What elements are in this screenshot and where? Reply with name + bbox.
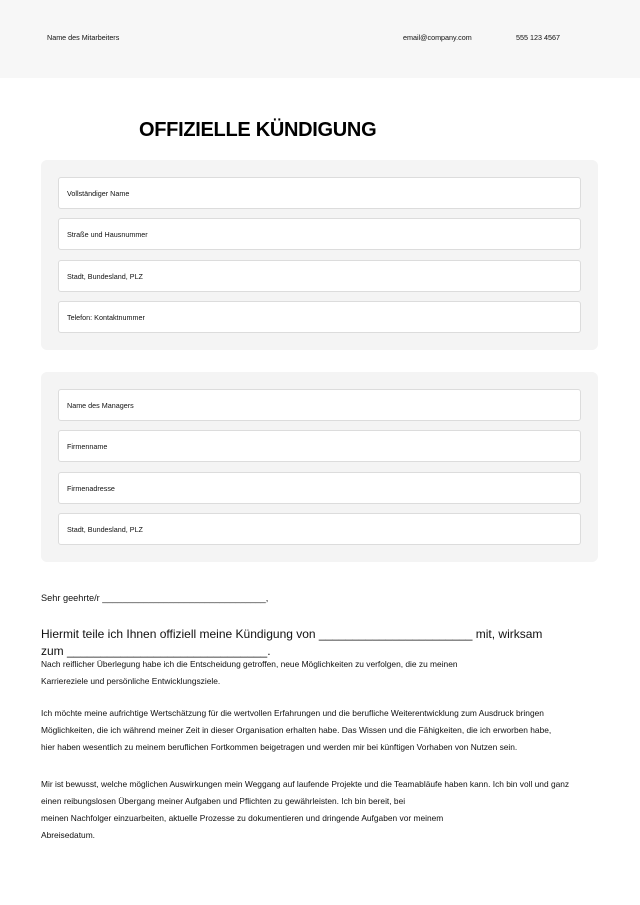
sender-address-panel	[41, 160, 598, 350]
field-label: Stadt, Bundesland, PLZ	[67, 525, 143, 534]
sender-street-field[interactable]	[58, 218, 581, 250]
employee-phone: 555 123 4567	[516, 33, 560, 42]
company-address-field[interactable]	[58, 472, 581, 504]
paragraph-line: meinen Nachfolger einzuarbeiten, aktuelle Prozesse zu dokumentieren und dringende Aufgaben vor meinem	[41, 813, 444, 823]
employee-email: email@company.com	[403, 33, 472, 42]
sender-city-field[interactable]	[58, 260, 581, 292]
letter-lead-sentence: Hiermit teile ich Ihnen offiziell meine Kündigung von _______________________ mit, wirksam zum ______________________________.	[41, 627, 543, 658]
paragraph-line: Mir ist bewusst, welche möglichen Auswirkungen mein Weggang auf laufende Projekte und die Teamabläufe haben kann. Ich bin voll und ganz	[41, 779, 570, 789]
letter-greeting: Sehr geehrte/r ________________________________,	[41, 593, 269, 603]
paragraph-line: Ich möchte meine aufrichtige Wertschätzung für die wertvollen Erfahrungen und die berufliche Weiterentwicklung zum Ausdruck bringen	[41, 708, 544, 718]
field-label: Telefon: Kontaktnummer	[67, 313, 145, 322]
recipient-address-panel	[41, 372, 598, 562]
employee-name: Name des Mitarbeiters	[47, 33, 120, 42]
company-city-field[interactable]	[58, 513, 581, 545]
paragraph-line: Abreisedatum.	[41, 830, 95, 840]
field-label: Firmenadresse	[67, 484, 115, 493]
paragraph-line: Karriereziele und persönliche Entwicklungsziele.	[41, 676, 221, 686]
company-name-field[interactable]	[58, 430, 581, 462]
paragraph-line: einen reibungslosen Übergang meiner Aufgaben und Pflichten zu gewährleisten. Ich bin bereit, bei	[41, 796, 406, 806]
manager-name-field[interactable]	[58, 389, 581, 421]
paragraph-transition	[41, 776, 581, 844]
field-label: Straße und Hausnummer	[67, 230, 148, 239]
sender-full-name-field[interactable]	[58, 177, 581, 209]
paragraph-reason	[41, 656, 581, 690]
sender-phone-field[interactable]	[58, 301, 581, 333]
field-label: Stadt, Bundesland, PLZ	[67, 272, 143, 281]
paragraph-line: Nach reiflicher Überlegung habe ich die Entscheidung getroffen, neue Möglichkeiten zu verfolgen, die zu meinen	[41, 659, 458, 669]
document-title: OFFIZIELLE KÜNDIGUNG	[139, 119, 377, 141]
field-label: Firmenname	[67, 442, 108, 451]
letterhead-bar	[0, 0, 640, 78]
paragraph-line: Möglichkeiten, die ich während meiner Zeit in dieser Organisation erhalten habe. Das Wissen und die Fähigkeiten, die ich erworben habe,	[41, 725, 552, 735]
field-label: Name des Managers	[67, 401, 134, 410]
field-label: Vollständiger Name	[67, 189, 130, 198]
paragraph-appreciation	[41, 705, 581, 756]
paragraph-line: hier haben wesentlich zu meinem beruflichen Fortkommen beigetragen und werden mir bei künftigen Vorhaben von Nutzen sein.	[41, 742, 518, 752]
